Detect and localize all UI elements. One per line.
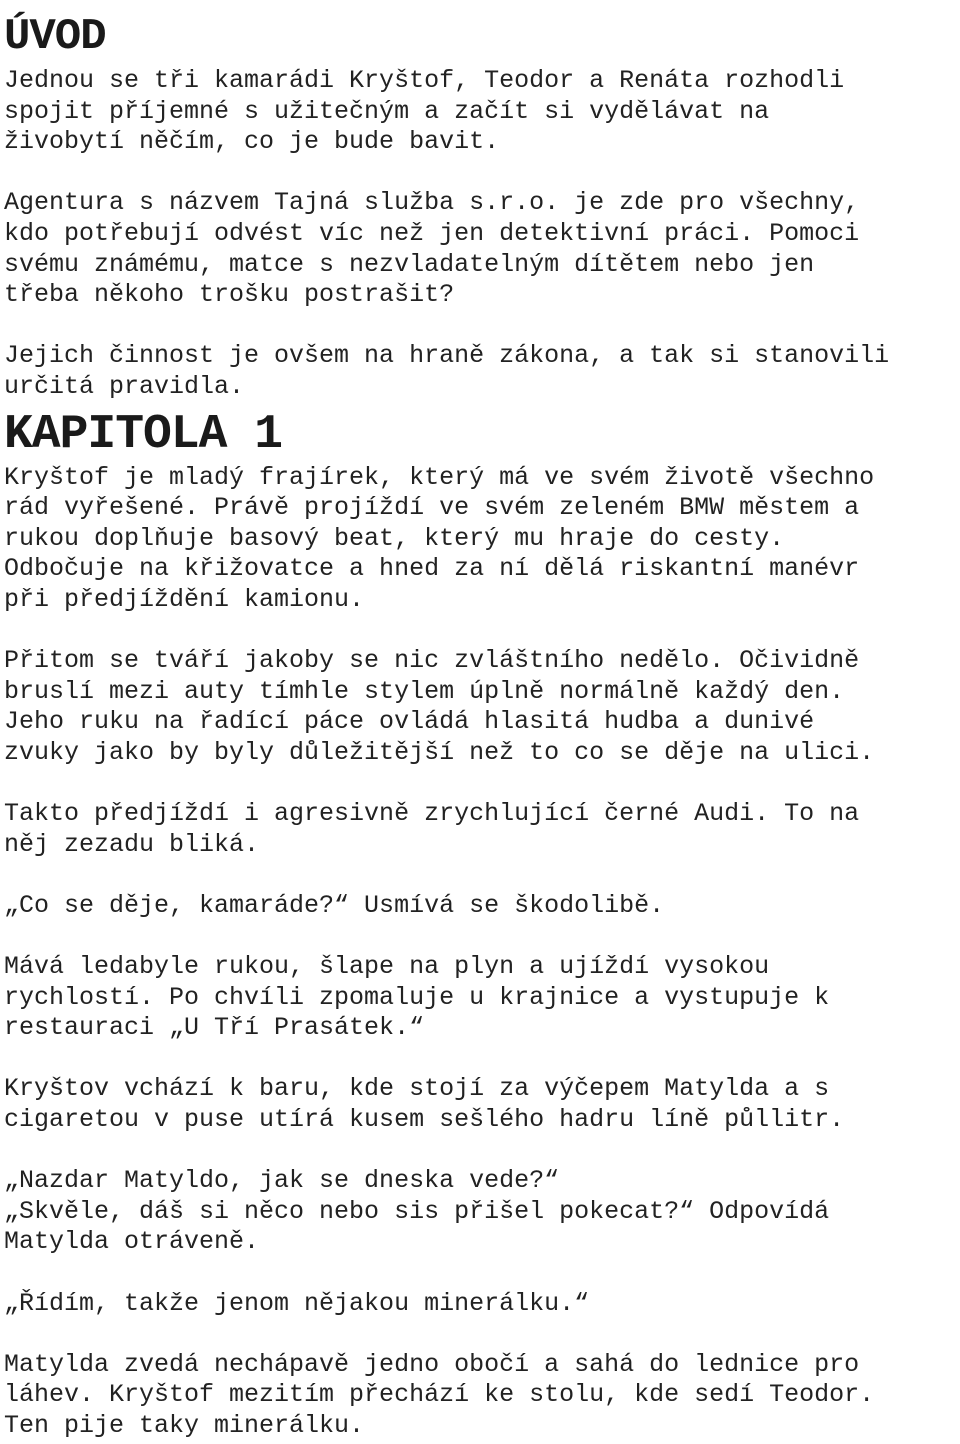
chapter-paragraph-5: Mává ledabyle rukou, šlape na plyn a ujíždí vysokou rychlostí. Po chvíli zpomaluje u krajnice a vystupuje k restauraci „U Tří Prasátek.“ [4, 952, 830, 1043]
chapter-paragraph-8: „Řídím, takže jenom nějakou minerálku.“ [4, 1288, 590, 1318]
intro-paragraph-1: Jednou se tři kamarádi Kryštof, Teodor a Renáta rozhodli spojit příjemné s užitečným a začít si vydělávat na živobytí něčím, co je bude bavit. [4, 66, 845, 157]
document-page [4, 0, 958, 1442]
chapter-paragraph-3: Takto předjíždí i agresivně zrychlující černé Audi. To na něj zezadu bliká. [4, 799, 860, 859]
chapter-paragraph-7: „Nazdar Matyldo, jak se dneska vede?“ „Skvěle, dáš si něco nebo sis přišel pokecat?“ Odpovídá Matylda otráveně. [4, 1166, 830, 1257]
chapter-heading: KAPITOLA 1 [4, 407, 283, 462]
chapter-paragraph-1: Kryštof je mladý frajírek, který má ve svém životě všechno rád vyřešené. Právě projíždí ve svém zeleném BMW městem a rukou doplňuje basový beat, který mu hraje do cesty. Odbočuje na křižovatce a hned za ní dělá riskantní manévr při předjíždění kamionu. [4, 462, 875, 614]
intro-heading: ÚVOD [4, 12, 106, 62]
chapter-paragraph-6: Kryštov vchází k baru, kde stojí za výčepem Matylda a s cigaretou v puse utírá kusem sešlého hadru líně půllitr. [4, 1074, 845, 1134]
intro-paragraph-3: Jejich činnost je ovšem na hraně zákona, a tak si stanovili určitá pravidla. [4, 341, 890, 401]
chapter-paragraph-2: Přitom se tváří jakoby se nic zvláštního nedělo. Očividně bruslí mezi auty tímhle stylem úplně normálně každý den. Jeho ruku na řadící páce ovládá hlasitá hudba a dunivé zvuky jako by byly důležitější než to co se děje na ulici. [4, 646, 875, 767]
intro-paragraph-2: Agentura s názvem Tajná služba s.r.o. je zde pro všechny, kdo potřebují odvést víc než jen detektivní práci. Pomoci svému známému, matce s nezvladatelným dítětem nebo jen třeba někoho trošku postrašit? [4, 188, 860, 310]
chapter-paragraph-9: Matylda zvedá nechápavě jedno obočí a sahá do lednice pro láhev. Kryštof mezitím přechází ke stolu, kde sedí Teodor. Ten pije taky minerálku. [4, 1349, 875, 1440]
chapter-paragraph-4: „Co se děje, kamaráde?“ Usmívá se škodolibě. [4, 890, 665, 920]
